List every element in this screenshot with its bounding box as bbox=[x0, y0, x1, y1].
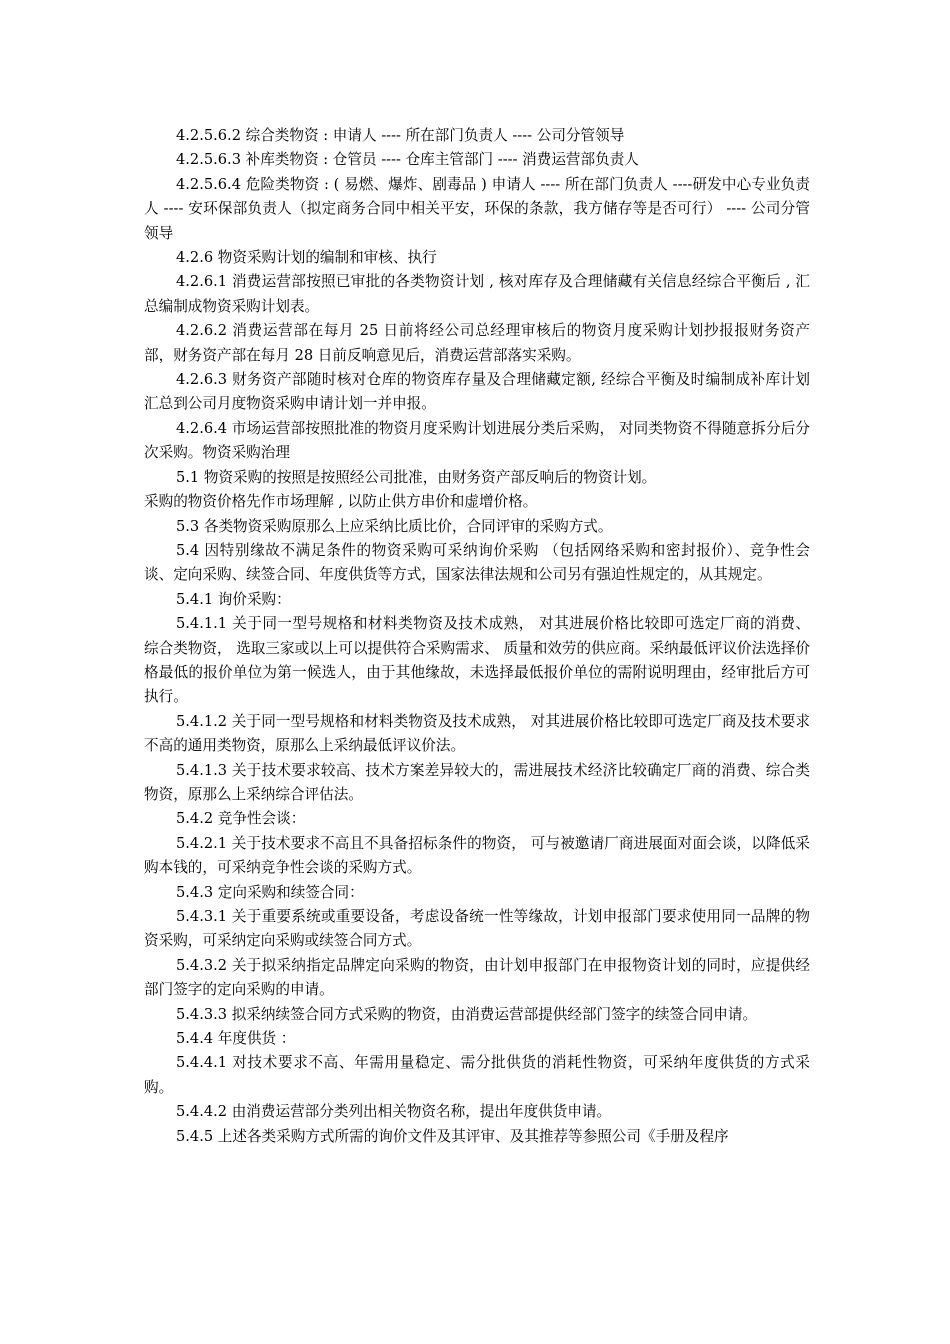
paragraph-9: 5.1 物资采购的按照是按照经公司批准，由财务资产部反响后的物资计划。 bbox=[176, 468, 657, 486]
paragraph-4: 4.2.6 物资采购计划的编制和审核、执行 bbox=[176, 249, 437, 267]
paragraph-23: 5.4.4 年度供货 ： bbox=[176, 1030, 296, 1048]
paragraph-8: 4.2.6.4 市场运营部按照批准的物资月度采购计划进展分类后采购， 对同类物资不得随意拆分后分次采购。物资采购治理 bbox=[144, 419, 810, 462]
paragraph-20: 5.4.3.1 关于重要系统或重要设备，考虑设备统一性等缘故，计划申报部门要求使用同一品牌的物资采购，可采纳定向采购或续签合同方式。 bbox=[144, 908, 810, 950]
paragraph-1: 4.2.5.6.2 综合类物资 : 申请人 ---- 所在部门负责人 ---- 公司分管领导 bbox=[176, 127, 625, 144]
paragraph-3: 4.2.5.6.4 危险类物资 : ( 易燃、爆炸、剧毒品 ) 申请人 ---- 所在部门负责人 ----研发中心专业负责人 ---- 安环保部负责人（拟定商务合同中相关平安，环保的条款，我方储存等是否可行） ---- 公司分管领导 bbox=[144, 175, 810, 242]
paragraph-11: 5.3 各类物资采购原那么上应采纳比质比价，合同评审的采购方式。 bbox=[176, 517, 613, 535]
paragraph-26: 5.4.5 上述各类采购方式所需的询价文件及其评审、及其推荐等参照公司《手册及程序 bbox=[176, 1127, 729, 1145]
paragraph-13: 5.4.1 询价采购： bbox=[176, 590, 291, 608]
paragraph-16: 5.4.1.3 关于技术要求较高、技术方案差异较大的，需进展技术经济比较确定厂商的消费、综合类物资，原那么上采纳综合评估法。 bbox=[144, 761, 810, 803]
paragraph-17: 5.4.2 竞争性会谈： bbox=[176, 810, 306, 828]
paragraph-2: 4.2.5.6.3 补库类物资 : 仓管员 ---- 仓库主管部门 ---- 消费运营部负责人 bbox=[176, 151, 639, 169]
paragraph-21: 5.4.3.2 关于拟采纳指定品牌定向采购的物资，由计划申报部门在申报物资计划的同时，应提供经部门签字的定向采购的申请。 bbox=[144, 956, 810, 999]
paragraph-5: 4.2.6.1 消费运营部按照已审批的各类物资计划 , 核对库存及合理储藏有关信息经综合平衡后 , 汇总编制成物资采购计划表。 bbox=[144, 273, 810, 315]
paragraph-18: 5.4.2.1 关于技术要求不高且不具备招标条件的物资， 可与被邀请厂商进展面对面会谈，以降低采购本钱的，可采纳竞争性会谈的采购方式。 bbox=[144, 834, 810, 877]
paragraph-14: 5.4.1.1 关于同一型号规格和材料类物资及技术成熟， 对其进展价格比较即可选定厂商的消费、 综合类物资， 选取三家或以上可以提供符合采购需求、 质量和效劳的供应商。采纳最低评议价法选择价格最低的报价单位为第一候选人，由于其他缘故，未选择最低报价单位的需附说明理由，经审批后方可执行。 bbox=[144, 615, 811, 706]
paragraph-15: 5.4.1.2 关于同一型号规格和材料类物资及技术成熟， 对其进展价格比较即可选定厂商及技术要求不高的通用类物资，原那么上采纳最低评议价法。 bbox=[144, 712, 810, 755]
paragraph-12: 5.4 因特别缘故不满足条件的物资采购可采纳询价采购 （包括网络采购和密封报价）、竞争性会谈、定向采购、续签合同、年度供货等方式，国家法律法规和公司另有强迫性规定的，从其规定。 bbox=[144, 541, 810, 584]
paragraph-7: 4.2.6.3 财务资产部随时核对仓库的物资库存量及合理储藏定额, 经综合平衡及时编制成补库计划汇总到公司月度物资采购申请计划一并申报。 bbox=[144, 371, 810, 413]
document-body bbox=[144, 124, 810, 1149]
paragraph-24: 5.4.4.1 对技术要求不高、年需用量稳定、需分批供货的消耗性物资，可采纳年度供货的方式采购。 bbox=[144, 1054, 810, 1096]
paragraph-22: 5.4.3.3 拟采纳续签合同方式采购的物资，由消费运营部提供经部门签字的续签合同申请。 bbox=[176, 1005, 758, 1023]
paragraph-19: 5.4.3 定向采购和续签合同： bbox=[176, 883, 364, 901]
paragraph-10: 采购的物资价格先作市场理解 , 以防止供方串价和虚增价格。 bbox=[144, 493, 538, 511]
paragraph-25: 5.4.4.2 由消费运营部分类列出相关物资名称，提出年度供货申请。 bbox=[176, 1103, 612, 1121]
paragraph-6: 4.2.6.2 消费运营部在每月 25 日前将经公司总经理审核后的物资月度采购计划抄报报财务资产部，财务资产部在每月 28 日前反响意见后，消费运营部落实采购。 bbox=[144, 322, 810, 364]
